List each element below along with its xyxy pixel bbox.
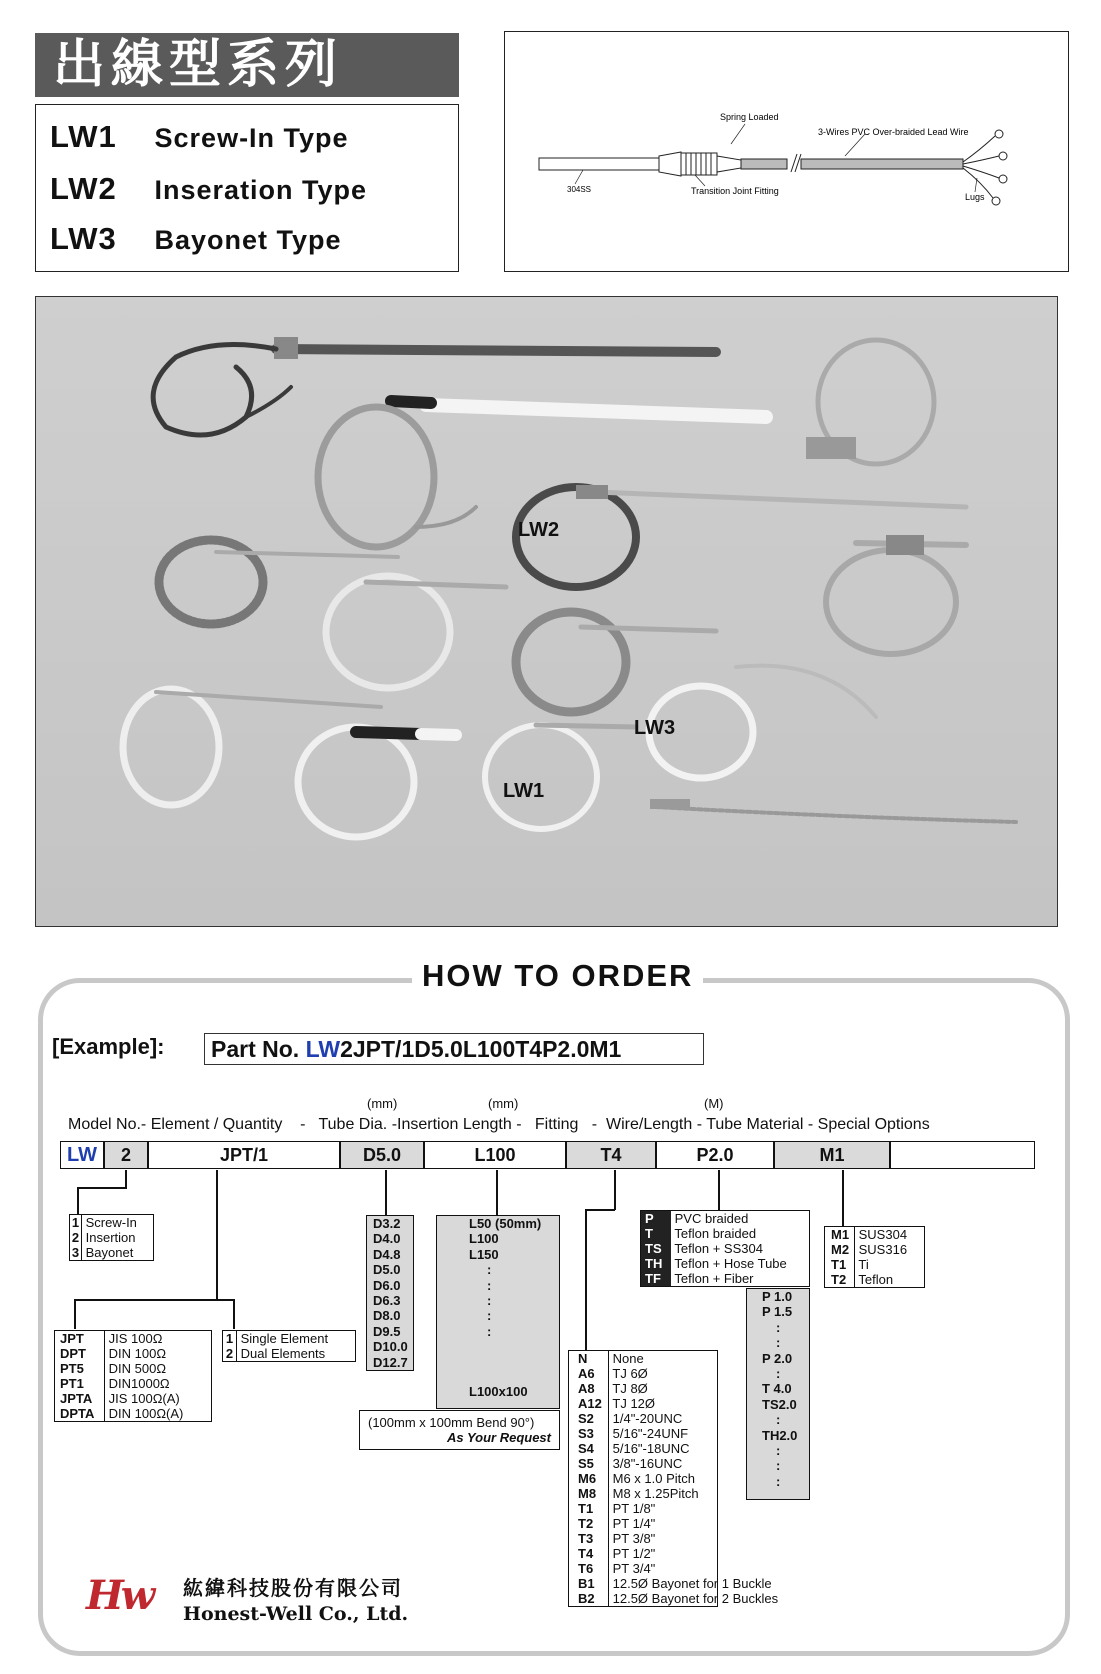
element-table: JPT JIS 100Ω DPT DIN 100Ω PT5 DIN 500Ω PT1 DIN1000Ω JPTA JIS 100Ω(A) DPTA DIN 100Ω(A) <box>54 1330 212 1422</box>
code-insertion: L100 <box>474 1144 516 1165</box>
part-code: 2JPT/1D5.0L100T4P2.0M1 <box>340 1036 622 1062</box>
how-to-order-title: HOW TO ORDER <box>412 958 703 994</box>
sensor-drawing <box>504 31 1069 272</box>
type-row-lw1 <box>50 119 349 155</box>
bend-request: As Your Request <box>446 1430 551 1445</box>
bend-note: (100mm x 100mm Bend 90°) <box>368 1415 535 1430</box>
order-field-headline: Model No.- Element / Quantity - Tube Dia. -Insertion Length - Fitting - Wire/Length - Tube Material - Special Options <box>68 1116 930 1133</box>
label-spring: Spring Loaded <box>720 112 779 122</box>
unit-tube-dia: (mm) <box>367 1096 398 1111</box>
unit-wire-length: (M) <box>704 1096 724 1111</box>
code-tube-dia: D5.0 <box>341 1142 423 1168</box>
unit-insertion: (mm) <box>488 1096 519 1111</box>
type-list <box>35 104 459 272</box>
type-name: Bayonet Type <box>154 225 342 255</box>
wire-table: P PVC braided T Teflon braided TS Teflon + SS304 TH Teflon + Hose Tube TF Teflon + Fiber <box>640 1210 810 1287</box>
label-lugs: Lugs <box>965 192 985 202</box>
label-sheath: 304SS <box>567 185 592 194</box>
model-row: 1 Screw-In <box>71 1215 137 1230</box>
type-code: LW1 <box>50 119 117 154</box>
material-table: M1 SUS304 M2 SUS316 T1 Ti T2 Teflon <box>824 1226 925 1288</box>
series-title-bar <box>35 33 459 97</box>
quantity-table: 1 Single Element 2 Dual Elements <box>222 1330 356 1362</box>
product-photo-art <box>36 297 1058 927</box>
type-row-lw3 <box>50 221 342 257</box>
bend-note-box <box>359 1410 560 1450</box>
code-fitting: T4 <box>567 1142 655 1168</box>
example-label: [Example]: <box>52 1034 165 1059</box>
model-row: 3 Bayonet <box>71 1245 134 1260</box>
code-element: JPT/1 <box>219 1144 269 1165</box>
fitting-table: N None A6 TJ 6Ø A8 TJ 8Ø A12 TJ 12Ø S2 1/4"-20UNC S3 5/16"-24UNF S4 5/16"-18UNC S5 3/8"-16UNC M6 M6 x 1.0 Pitch M8 M8 x 1.25Pitch T1 PT 1/8" T2 PT 1/4" T3 PT 3/8" T4 PT 1/2" T6 PT 3/4" B1 12.5Ø Bayonet for 1 Buckle B2 12.5Ø Bayonet for 2 Buckles <box>568 1350 718 1607</box>
company-name-cn: 紘緯科技股份有限公司 <box>183 1576 403 1600</box>
type-name: Inseration Type <box>154 175 368 205</box>
photo-label-lw3: LW3 <box>634 717 676 739</box>
label-transition: Transition Joint Fitting <box>691 186 779 196</box>
series-title: 出線型系列 <box>53 34 344 95</box>
wire-length-list: P 1.0 P 1.5 : : P 2.0 : T 4.0 TS2.0 : TH2.0 : : : <box>746 1288 810 1500</box>
label-lead-wire: 3-Wires PVC Over-braided Lead Wire <box>818 127 969 137</box>
model-row: 2 Insertion <box>71 1230 136 1245</box>
tube-dia-list: D3.2 D4.0 D4.8 D5.0 D6.0 D6.3 D8.0 D9.5 D10.0 D12.7 <box>366 1215 414 1371</box>
order-code-row <box>60 1141 1035 1169</box>
company-logo: Hw <box>86 1572 153 1619</box>
type-row-lw2 <box>50 171 367 207</box>
part-model: LW <box>305 1036 341 1062</box>
code-wire-length: P2.0 <box>696 1144 734 1165</box>
company-name-en: Honest-Well Co., Ltd. <box>183 1603 409 1625</box>
sensor-drawing-svg <box>505 32 1070 273</box>
model-table <box>69 1214 154 1261</box>
type-name: Screw-In Type <box>154 123 349 153</box>
example-part-number <box>204 1033 704 1065</box>
type-code: LW2 <box>50 171 117 206</box>
photo-label-lw2: LW2 <box>518 519 560 541</box>
photo-label-lw1: LW1 <box>503 780 545 802</box>
code-model: LW <box>67 1143 97 1166</box>
code-quantity-type: 2 <box>105 1142 147 1168</box>
part-prefix: Part No. <box>211 1036 306 1062</box>
insertion-list: L50 (50mm) L100 L150 : : : : : L100x100 <box>436 1215 560 1409</box>
product-photo <box>35 296 1058 927</box>
code-tube-material: M1 <box>775 1142 889 1168</box>
type-code: LW3 <box>50 221 117 256</box>
